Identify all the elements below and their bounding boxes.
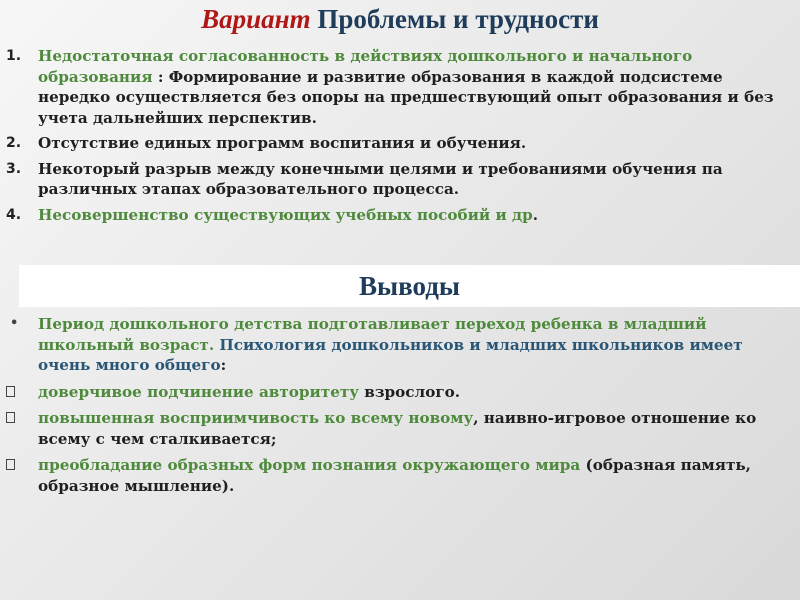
conclusion-highlight: преобладание образных форм познания окружающего мира <box>38 456 581 474</box>
conclusion-text: (образная память, образное мышление). <box>38 456 751 495</box>
problem-item <box>0 159 790 200</box>
problem-item <box>0 133 790 154</box>
conclusion-punct: : <box>220 356 227 374</box>
conclusions-heading: Выводы <box>359 270 460 301</box>
conclusions-heading-bar <box>19 265 800 307</box>
conclusion-item <box>0 408 790 449</box>
problem-highlight: Недостаточная согласованность в действиях дошкольного и начального образования <box>38 47 693 86</box>
title-text: Проблемы и трудности <box>317 4 599 34</box>
problem-item <box>0 46 790 128</box>
list-number: 4. <box>6 206 22 223</box>
conclusion-text: , наивно-игровое отношение ко всему с чем сталкивается; <box>38 409 757 448</box>
slide-title <box>0 2 800 36</box>
list-number: 2. <box>6 135 22 151</box>
conclusion-highlight: повышенная восприимчивость ко всему новому <box>38 409 474 427</box>
problem-text: Некоторый разрыв между конечными целями и требованиями обучения па различных этапах образовательного процесса. <box>38 159 723 198</box>
conclusion-item <box>0 455 790 496</box>
box-bullet-icon <box>6 459 15 470</box>
round-bullet-icon: • <box>10 316 19 331</box>
problem-text: : Формирование и развитие образования в каждой подсистеме нередко осуществляется без опоры на предшествующий опыт образования и без учета дальнейших перспектив. <box>38 67 774 127</box>
problem-item <box>0 205 790 226</box>
conclusion-text: Психология дошкольников и младших школьников имеет очень много общего <box>38 335 743 374</box>
box-bullet-icon <box>6 386 15 397</box>
conclusion-text: взрослого. <box>358 382 461 401</box>
problem-text: Отсутствие единых программ воспитания и обучения. <box>38 134 527 152</box>
conclusion-highlight: доверчивое подчинение авторитету <box>38 382 359 401</box>
title-accent: Вариант <box>201 4 311 34</box>
conclusion-item <box>0 314 790 376</box>
conclusion-item <box>0 382 790 403</box>
list-number: 3. <box>6 160 22 177</box>
problem-highlight: Несовершенство существующих учебных пособий и др <box>38 205 533 224</box>
conclusions-list <box>0 314 790 502</box>
box-bullet-icon <box>6 412 15 423</box>
list-number: 1. <box>6 48 22 64</box>
problem-text: . <box>532 205 539 224</box>
conclusion-highlight: Период дошкольного детства подготавливает переход ребенка в младший школьный возраст. <box>38 315 707 354</box>
problems-list <box>0 46 790 230</box>
